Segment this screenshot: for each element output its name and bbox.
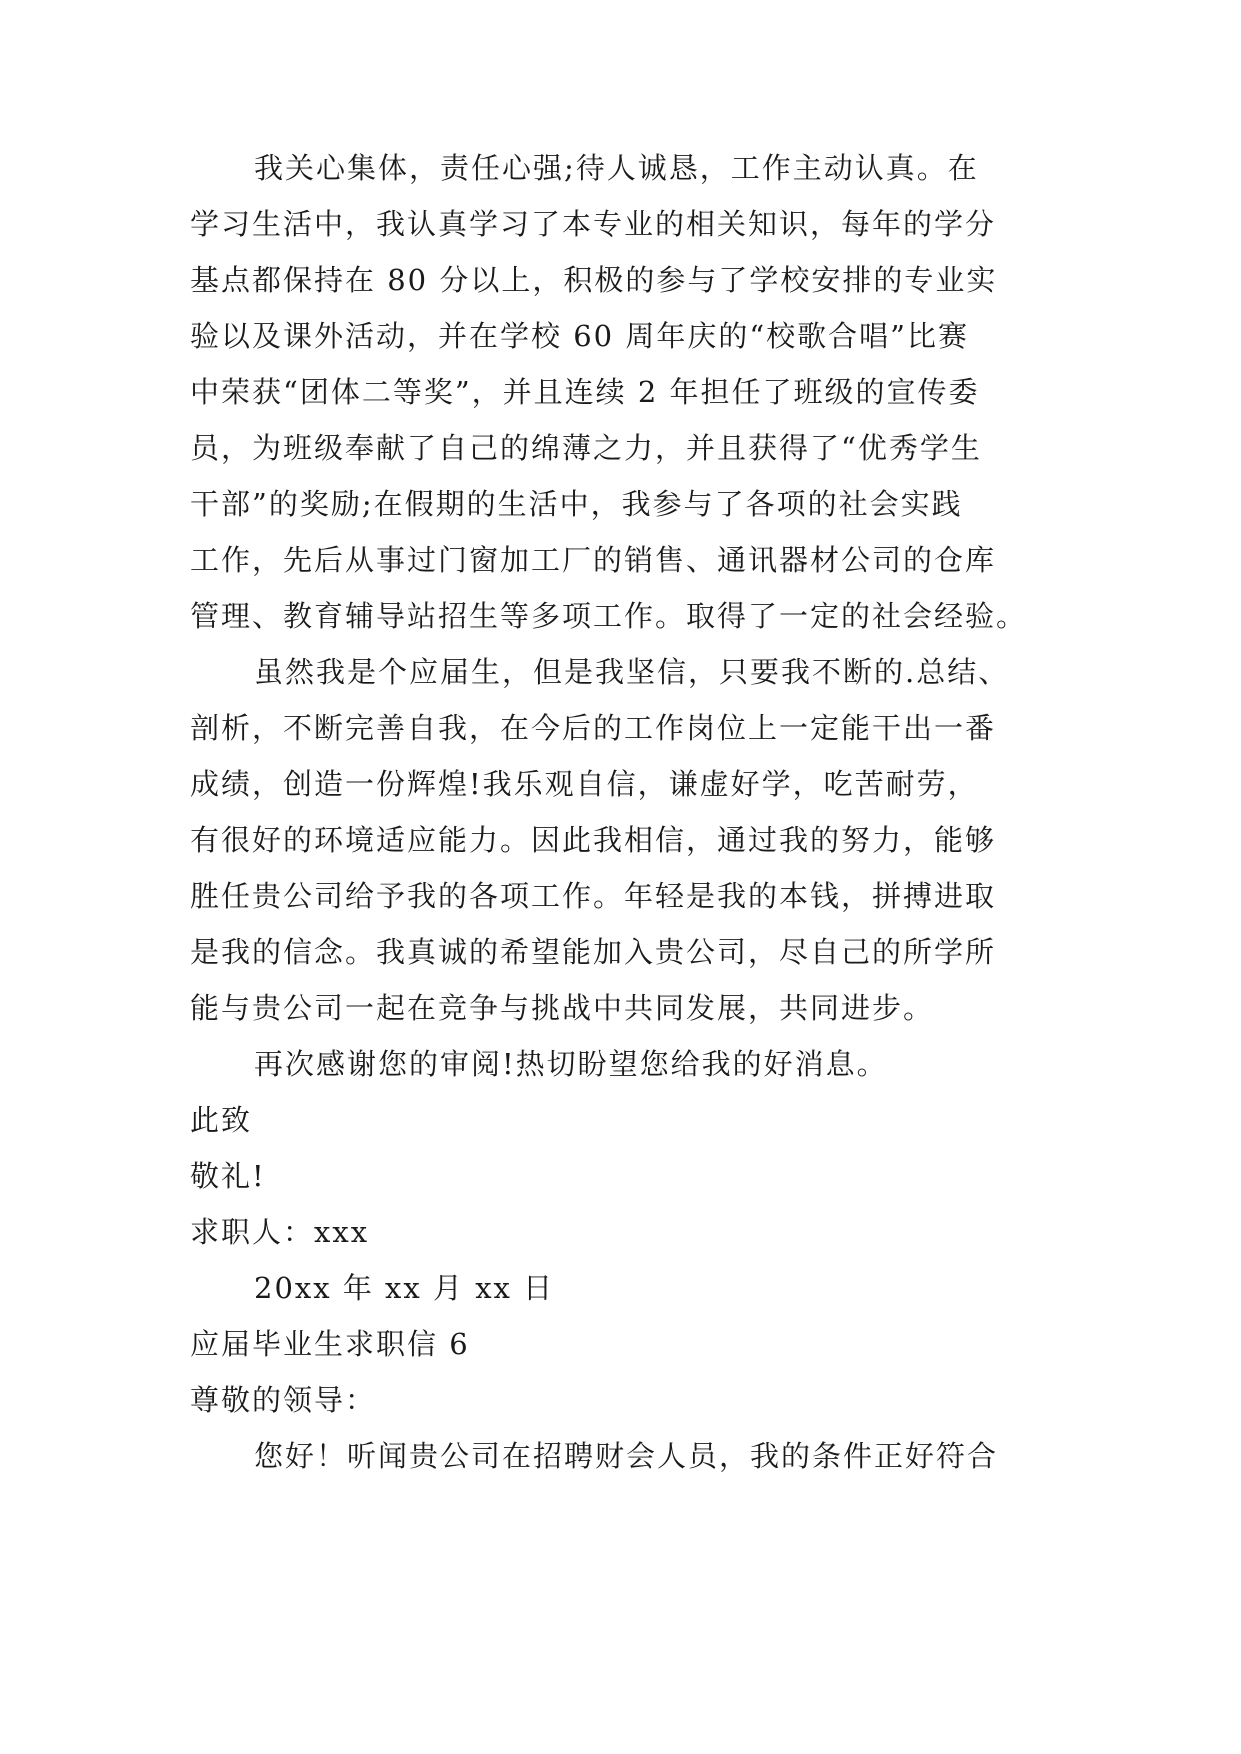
paragraph-1-line-8: 工作，先后从事过门窗加工厂的销售、通讯器材公司的仓库	[190, 543, 997, 577]
paragraph-2-line-2: 剖析，不断完善自我，在今后的工作岗位上一定能干出一番	[190, 711, 997, 745]
paragraph-2-line-4: 有很好的环境适应能力。因此我相信，通过我的努力，能够	[190, 823, 997, 857]
paragraph-1-line-3: 基点都保持在 80 分以上，积极的参与了学校安排的专业实	[190, 263, 998, 297]
date-line: 20xx 年 xx 月 xx 日	[254, 1271, 555, 1305]
applicant-signature: 求职人：xxx	[190, 1215, 370, 1249]
salutation: 尊敬的领导：	[190, 1383, 377, 1417]
closing-salute: 敬礼!	[190, 1159, 266, 1193]
paragraph-1-line-5: 中荣获“团体二等奖”，并且连续 2 年担任了班级的宣传委	[190, 375, 980, 409]
closing-greeting: 此致	[190, 1103, 253, 1137]
paragraph-1-line-4: 验以及课外活动，并在学校 60 周年庆的“校歌合唱”比赛	[190, 319, 969, 353]
paragraph-1-line-2: 学习生活中，我认真学习了本专业的相关知识，每年的学分	[190, 207, 997, 241]
letter-opening-line: 您好！听闻贵公司在招聘财会人员，我的条件正好符合	[254, 1439, 999, 1473]
thanks-line: 再次感谢您的审阅!热切盼望您给我的好消息。	[254, 1047, 888, 1081]
paragraph-1-line-1: 我关心集体，责任心强;待人诚恳，工作主动认真。在	[254, 151, 979, 185]
paragraph-1-line-9: 管理、教育辅导站招生等多项工作。取得了一定的社会经验。	[190, 599, 1028, 633]
paragraph-2-line-6: 是我的信念。我真诚的希望能加入贵公司，尽自己的所学所	[190, 935, 997, 969]
paragraph-1-line-7: 干部”的奖励;在假期的生活中，我参与了各项的社会实践	[190, 487, 963, 521]
paragraph-2-line-1: 虽然我是个应届生，但是我坚信，只要我不断的.总结、	[254, 655, 1010, 689]
section-heading: 应届毕业生求职信 6	[190, 1327, 470, 1361]
paragraph-2-line-5: 胜任贵公司给予我的各项工作。年轻是我的本钱，拼搏进取	[190, 879, 997, 913]
paragraph-1-line-6: 员，为班级奉献了自己的绵薄之力，并且获得了“优秀学生	[190, 431, 982, 465]
paragraph-2-line-7: 能与贵公司一起在竞争与挑战中共同发展，共同进步。	[190, 991, 935, 1025]
paragraph-2-line-3: 成绩，创造一份辉煌!我乐观自信，谦虚好学，吃苦耐劳，	[190, 767, 979, 801]
